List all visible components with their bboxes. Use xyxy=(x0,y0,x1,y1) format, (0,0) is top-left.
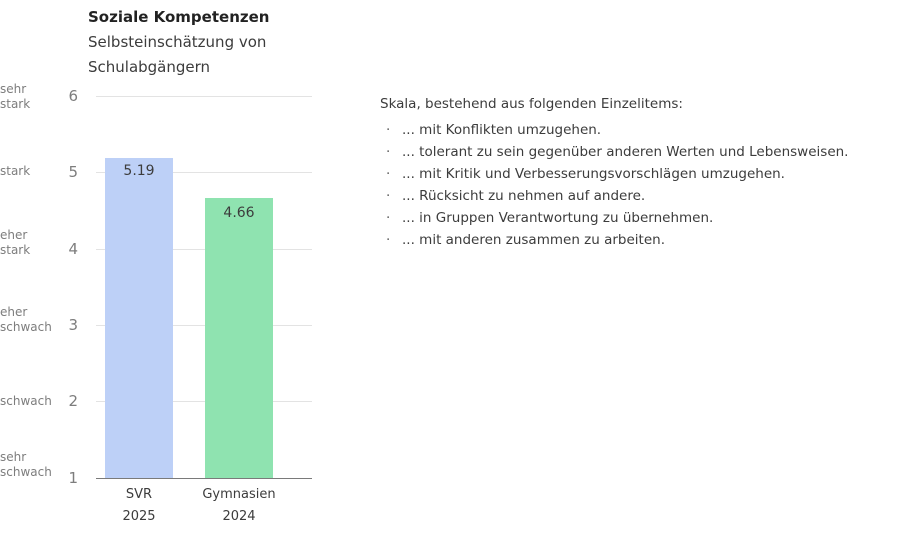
bar-value-svr-2025: 5.19 xyxy=(123,163,155,179)
scale-description-intro: Skala, bestehend aus folgenden Einzelitems: xyxy=(380,96,683,112)
category-label-gymnasien-line2: 2024 xyxy=(222,509,256,524)
bullet-icon: · xyxy=(386,122,391,138)
y-tick-label-2-line1: schwach xyxy=(0,394,52,408)
plot-area xyxy=(0,0,360,548)
list-item-label: ... mit Konflikten umzugehen. xyxy=(402,122,602,138)
list-item-label: ... tolerant zu sein gegenüber anderen Werten und Lebensweisen. xyxy=(402,144,849,160)
list-item xyxy=(380,230,890,251)
bar-value-gymnasien-2024: 4.66 xyxy=(223,205,255,221)
bullet-icon: · xyxy=(386,210,391,226)
list-item-label: ... mit Kritik und Verbesserungsvorschlägen umzugehen. xyxy=(402,166,785,182)
list-item-label: ... Rücksicht zu nehmen auf andere. xyxy=(402,188,646,204)
y-tick-value-3: 3 xyxy=(68,316,78,334)
scale-item-list xyxy=(380,120,890,251)
y-tick-label-3-line2: schwach xyxy=(0,320,52,334)
y-tick-label-3-line1: eher xyxy=(0,305,28,319)
bar-gymnasien-2024[interactable] xyxy=(205,198,273,478)
gridline-6 xyxy=(96,96,312,97)
list-item xyxy=(380,120,890,141)
bar-svr-2025[interactable] xyxy=(105,158,173,478)
bullet-icon: · xyxy=(386,144,391,160)
y-tick-value-5: 5 xyxy=(68,163,78,181)
bullet-icon: · xyxy=(386,188,391,204)
list-item-label: ... in Gruppen Verantwortung zu übernehmen. xyxy=(402,210,714,226)
y-tick-label-5-line1: stark xyxy=(0,164,31,178)
y-tick-label-6-line1: sehr xyxy=(0,82,27,96)
bullet-icon: · xyxy=(386,232,391,248)
y-tick-label-1-line2: schwach xyxy=(0,465,52,479)
category-label-gymnasien-line1: Gymnasien xyxy=(202,487,276,502)
y-tick-label-6-line2: stark xyxy=(0,97,31,111)
y-tick-value-2: 2 xyxy=(68,392,78,410)
y-tick-value-4: 4 xyxy=(68,240,78,258)
bullet-icon: · xyxy=(386,166,391,182)
list-item xyxy=(380,186,890,207)
axis-baseline xyxy=(96,478,312,479)
list-item xyxy=(380,142,890,163)
chart-title: Soziale Kompetenzen xyxy=(88,8,270,26)
y-tick-value-1: 1 xyxy=(68,469,78,487)
chart-container xyxy=(0,0,360,548)
y-tick-label-4-line2: stark xyxy=(0,243,31,257)
category-label-svr-line2: 2025 xyxy=(122,509,156,524)
list-item xyxy=(380,164,890,185)
scale-description xyxy=(380,94,890,252)
y-tick-label-1-line1: sehr xyxy=(0,450,27,464)
chart-subtitle: Selbsteinschätzung von Schulabgängern xyxy=(88,33,267,76)
y-tick-label-4-line1: eher xyxy=(0,228,28,242)
list-item-label: ... mit anderen zusammen zu arbeiten. xyxy=(402,232,665,248)
category-label-svr-line1: SVR xyxy=(125,487,153,502)
list-item xyxy=(380,208,890,229)
y-tick-value-6: 6 xyxy=(68,87,78,105)
